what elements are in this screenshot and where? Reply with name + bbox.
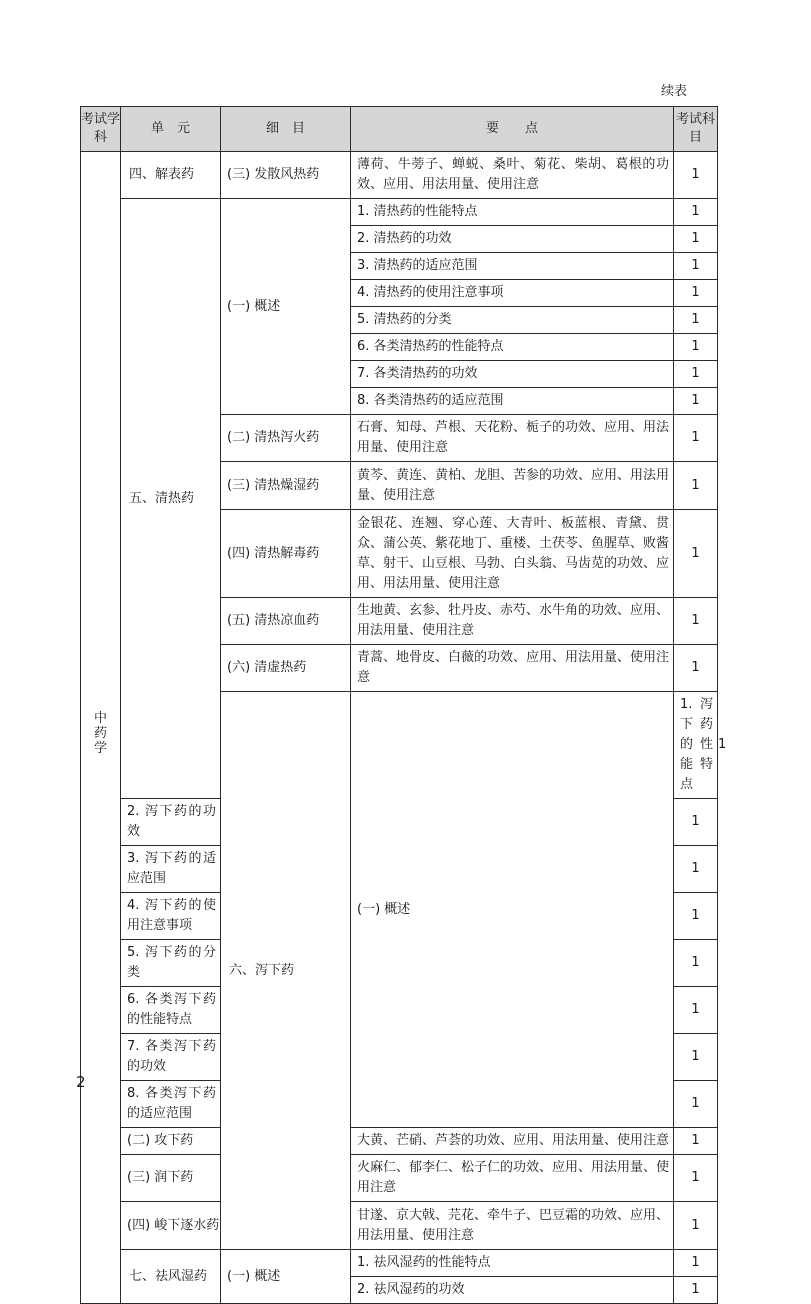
count-cell: 1 — [674, 1081, 718, 1128]
count-cell: 1 — [674, 226, 718, 253]
item-cell: (四) 清热解毒药 — [221, 510, 351, 598]
point-cell: 黄芩、黄连、黄柏、龙胆、苦参的功效、应用、用法用量、使用注意 — [351, 462, 674, 510]
header-item: 细 目 — [221, 107, 351, 152]
point-cell: 4. 清热药的使用注意事项 — [351, 280, 674, 307]
point-cell: 6. 各类泻下药的性能特点 — [121, 987, 221, 1034]
table-row — [81, 1128, 718, 1155]
count-cell: 1 — [674, 307, 718, 334]
table-row — [81, 1155, 718, 1202]
item-cell: (六) 清虚热药 — [221, 645, 351, 692]
point-cell: 青蒿、地骨皮、白薇的功效、应用、用法用量、使用注意 — [351, 645, 674, 692]
point-cell: 薄荷、牛蒡子、蝉蜕、桑叶、菊花、柴胡、葛根的功效、应用、用法用量、使用注意 — [351, 152, 674, 199]
count-cell: 1 — [674, 388, 718, 415]
unit-cell: 四、解表药 — [121, 152, 221, 199]
point-cell: 3. 清热药的适应范围 — [351, 253, 674, 280]
count-cell: 1 — [674, 280, 718, 307]
point-cell: 7. 各类清热药的功效 — [351, 361, 674, 388]
point-cell: 2. 祛风湿药的功效 — [351, 1277, 674, 1304]
point-cell: 1. 清热药的性能特点 — [351, 199, 674, 226]
table-row — [81, 1202, 718, 1250]
table-row — [81, 1250, 718, 1277]
point-cell: 甘遂、京大戟、芫花、牵牛子、巴豆霜的功效、应用、用法用量、使用注意 — [351, 1202, 674, 1250]
point-cell: 1. 泻下药的性能特点 — [674, 692, 718, 799]
point-cell: 2. 清热药的功效 — [351, 226, 674, 253]
point-cell: 7. 各类泻下药的功效 — [121, 1034, 221, 1081]
count-cell: 1 — [674, 846, 718, 893]
point-cell: 8. 各类清热药的适应范围 — [351, 388, 674, 415]
point-cell: 生地黄、玄参、牡丹皮、赤芍、水牛角的功效、应用、用法用量、使用注意 — [351, 598, 674, 645]
item-cell: (二) 清热泻火药 — [221, 415, 351, 462]
count-cell: 1 — [674, 253, 718, 280]
point-cell: 3. 泻下药的适应范围 — [121, 846, 221, 893]
count-cell: 1 — [674, 1128, 718, 1155]
count-cell: 1 — [674, 199, 718, 226]
count-cell: 1 — [674, 1277, 718, 1304]
item-cell: (一) 概述 — [221, 1250, 351, 1304]
table-row — [81, 199, 718, 226]
table-row — [81, 152, 718, 199]
unit-cell: 五、清热药 — [121, 199, 221, 799]
item-cell: (四) 峻下逐水药 — [121, 1202, 221, 1250]
point-cell: 大黄、芒硝、芦荟的功效、应用、用法用量、使用注意 — [351, 1128, 674, 1155]
count-cell: 1 — [674, 1034, 718, 1081]
item-cell: (一) 概述 — [221, 199, 351, 415]
unit-cell: 六、泻下药 — [221, 692, 351, 1250]
continued-label: 续表 — [661, 84, 688, 99]
count-cell: 1 — [674, 987, 718, 1034]
item-cell: (三) 发散风热药 — [221, 152, 351, 199]
point-cell: 6. 各类清热药的性能特点 — [351, 334, 674, 361]
header-scope: 考试科目 — [674, 107, 718, 152]
table-row: 六、泻下药 (一) 概述 1. 泻下药的性能特点 1 — [81, 692, 718, 799]
point-cell: 5. 泻下药的分类 — [121, 940, 221, 987]
count-cell: 1 — [674, 799, 718, 846]
header-unit: 单 元 — [121, 107, 221, 152]
count-cell: 1 — [674, 152, 718, 199]
count-cell: 1 — [674, 361, 718, 388]
syllabus-table — [80, 106, 727, 1304]
count-cell: 1 — [674, 415, 718, 462]
header-subject: 考试学科 — [81, 107, 121, 152]
unit-cell: 七、祛风湿药 — [121, 1250, 221, 1304]
count-cell: 1 — [674, 940, 718, 987]
point-cell: 2. 泻下药的功效 — [121, 799, 221, 846]
item-cell: (二) 攻下药 — [121, 1128, 221, 1155]
count-cell: 1 — [674, 1250, 718, 1277]
item-cell: (三) 清热燥湿药 — [221, 462, 351, 510]
subject-cell: 中 药 学 — [81, 152, 121, 1304]
count-cell: 1 — [674, 1155, 718, 1202]
table-header-row — [81, 107, 718, 152]
point-cell: 4. 泻下药的使用注意事项 — [121, 893, 221, 940]
count-cell: 1 — [674, 334, 718, 361]
point-cell: 8. 各类泻下药的适应范围 — [121, 1081, 221, 1128]
count-cell: 1 — [674, 598, 718, 645]
item-cell: (一) 概述 — [351, 692, 674, 1128]
item-cell: (三) 润下药 — [121, 1155, 221, 1202]
point-cell: 5. 清热药的分类 — [351, 307, 674, 334]
point-cell: 1. 祛风湿药的性能特点 — [351, 1250, 674, 1277]
count-cell: 1 — [674, 1202, 718, 1250]
count-cell: 1 — [674, 510, 718, 598]
point-cell: 石膏、知母、芦根、天花粉、栀子的功效、应用、用法用量、使用注意 — [351, 415, 674, 462]
point-cell: 火麻仁、郁李仁、松子仁的功效、应用、用法用量、使用注意 — [351, 1155, 674, 1202]
item-cell: (五) 清热凉血药 — [221, 598, 351, 645]
count-cell: 1 — [674, 462, 718, 510]
point-cell: 金银花、连翘、穿心莲、大青叶、板蓝根、青黛、贯众、蒲公英、紫花地丁、重楼、土茯苓、鱼腥草、败酱草、射干、山豆根、马勃、白头翁、马齿苋的功效、应用、用法用量、使用注意 — [351, 510, 674, 598]
count-cell: 1 — [674, 645, 718, 692]
count-cell: 1 — [674, 893, 718, 940]
header-points: 要 点 — [351, 107, 674, 152]
page-number: 2 — [76, 1073, 86, 1091]
